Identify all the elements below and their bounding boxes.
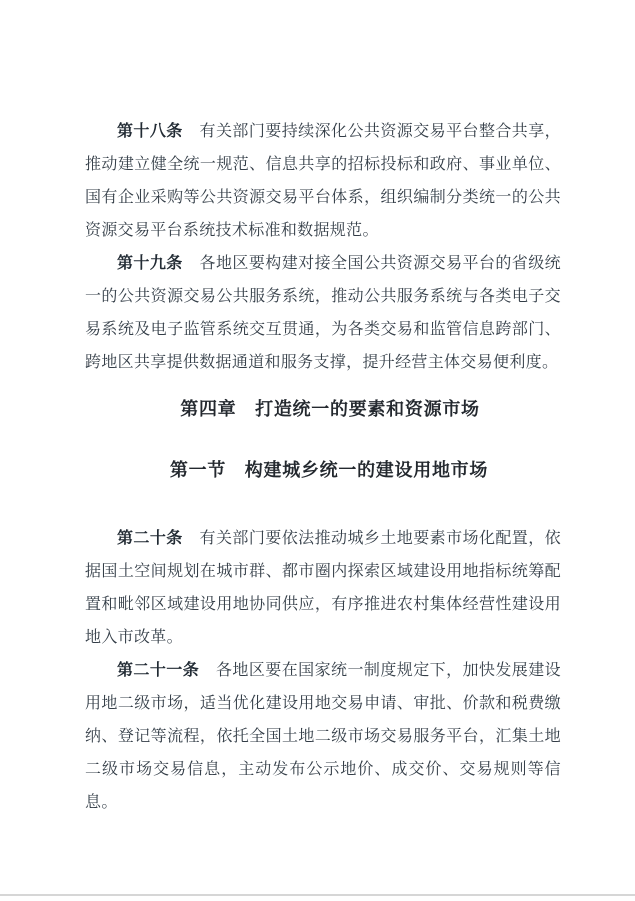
document-content <box>85 115 561 819</box>
section-heading: 第一节 构建城乡统一的建设用地市场 <box>169 460 489 480</box>
article-number: 第十八条 <box>117 123 183 140</box>
article-paragraph <box>85 247 561 379</box>
article-number: 第二十一条 <box>117 662 200 679</box>
article-text: 各地区要构建对接全国公共资源交易平台的省级统一的公共资源交易公共服务系统，推动公共服务系统与各类电子交易系统及电子监管系统交互贯通，为各类交易和监管信息跨部门、跨地区共享提供数据通道和服务支撑，提升经营主体交易便利度。 <box>85 255 562 371</box>
article-paragraph <box>85 115 561 247</box>
article-paragraph <box>85 522 561 654</box>
page-bottom-divider <box>0 894 635 896</box>
chapter-heading: 第四章 打造统一的要素和资源市场 <box>180 399 480 419</box>
article-text: 有关部门要持续深化公共资源交易平台整合共享，推动建立健全统一规范、信息共享的招标投标和政府、事业单位、国有企业采购等公共资源交易平台体系，组织编制分类统一的公共资源交易平台系统技术标准和数据规范。 <box>85 123 562 239</box>
article-text: 各地区要在国家统一制度规定下，加快发展建设用地二级市场，适当优化建设用地交易申请、审批、价款和税费缴纳、登记等流程，依托全国土地二级市场交易服务平台，汇集土地二级市场交易信息，主动发布公示地价、成交价、交易规则等信息。 <box>85 662 561 811</box>
article-paragraph <box>85 654 561 819</box>
article-number: 第十九条 <box>117 255 183 272</box>
article-text: 有关部门要依法推动城乡土地要素市场化配置，依据国土空间规划在城市群、都市圈内探索区域建设用地指标统筹配置和毗邻区域建设用地协同供应，有序推进农村集体经营性建设用地入市改革。 <box>85 530 562 646</box>
article-number: 第二十条 <box>117 530 183 547</box>
